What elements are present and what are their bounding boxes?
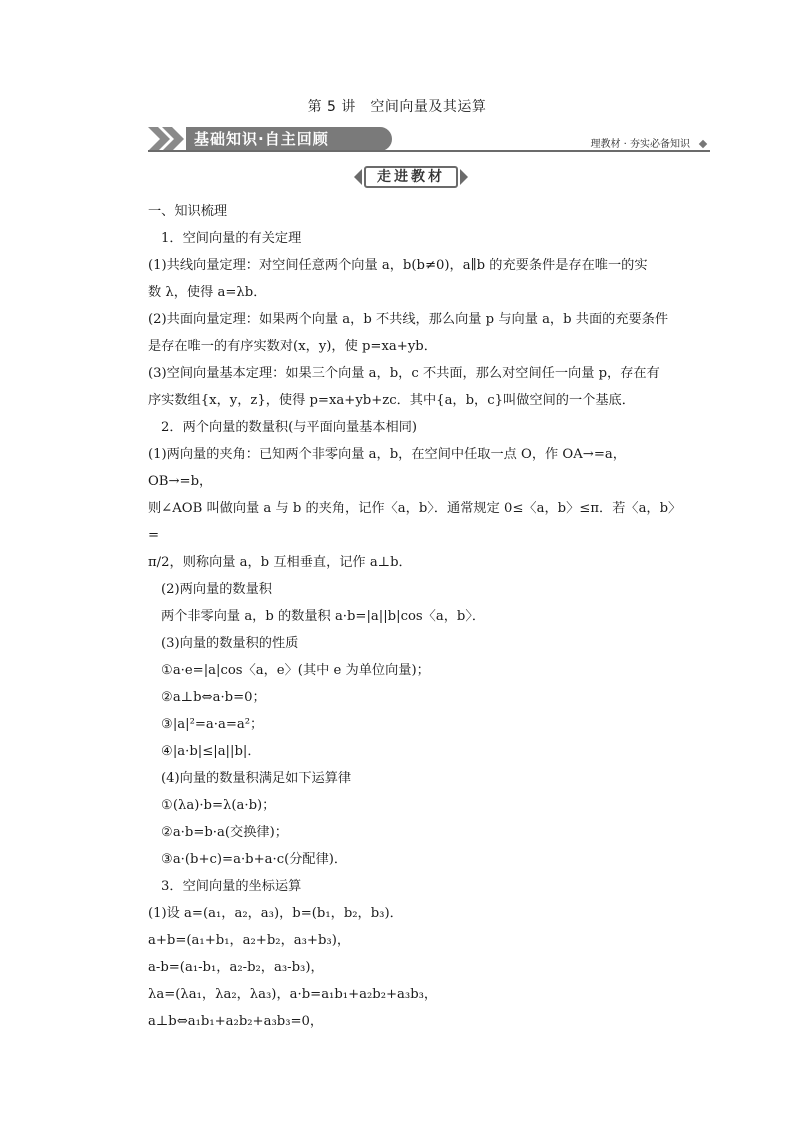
text-line: ②a·b=b·a(交换律)； xyxy=(161,825,288,840)
text-line: (1)设 a=(a₁，a₂，a₃)，b=(b₁，b₂，b₃)． xyxy=(148,906,403,921)
text-line: 则∠AOB 叫做向量 a 与 b 的夹角，记作〈a，b〉．通常规定 0≤〈a，b〉≤π．若〈a，b〉= xyxy=(148,501,675,543)
sub-section-title: 走进教材 xyxy=(364,166,458,188)
banner-subtitle: 理教材 · 夯实必备知识 xyxy=(590,139,690,150)
text-line: a⊥b⇔a₁b₁+a₂b₂+a₃b₃=0， xyxy=(148,1014,324,1029)
text-line: 3．空间向量的坐标运算 xyxy=(161,879,302,894)
page-title: 第 5 讲 空间向量及其运算 xyxy=(307,99,487,115)
text-line: ①a·e=|a|cos〈a，e〉(其中 e 为单位向量)； xyxy=(161,663,430,678)
text-line: 两个非零向量 a，b 的数量积 a·b=|a||b|cos〈a，b〉． xyxy=(161,609,486,624)
text-line: ②a⊥b⇔a·b=0； xyxy=(161,690,266,705)
text-line: 是存在唯一的有序实数对(x，y)，使 p=xa+yb． xyxy=(148,339,437,354)
text-line: ③|a|²=a·a=a²； xyxy=(161,717,264,732)
text-line: ③a·(b+c)=a·b+a·c(分配律)． xyxy=(161,852,348,867)
text-line: 序实数组{x，y，z}，使得 p=xa+yb+zc．其中{a，b，c}叫做空间的一个基底． xyxy=(148,393,635,408)
text-line: (4)向量的数量积满足如下运算律 xyxy=(161,771,352,786)
text-line: a-b=(a₁-b₁，a₂-b₂，a₃-b₃)， xyxy=(148,960,324,975)
sub-section-banner xyxy=(354,166,468,188)
text-line: (1)两向量的夹角：已知两个非零向量 a，b，在空间中任取一点 O，作 OA→=a，OB→=b， xyxy=(148,447,626,489)
banner-underline xyxy=(148,150,710,152)
diamond-icon xyxy=(699,140,707,148)
text-line: ①(λa)·b=λ(a·b)； xyxy=(161,798,276,813)
text-line: 2．两个向量的数量积(与平面向量基本相同) xyxy=(161,420,418,435)
text-line: (3)向量的数量积的性质 xyxy=(161,636,299,651)
document-body xyxy=(148,198,678,1035)
text-line: 一、知识梳理 xyxy=(148,204,228,219)
text-line: a+b=(a₁+b₁，a₂+b₂，a₃+b₃)， xyxy=(148,933,351,948)
text-line: (3)空间向量基本定理：如果三个向量 a，b，c 不共面，那么对空间任一向量 p，存在有 xyxy=(148,366,660,381)
section-banner xyxy=(148,125,710,155)
banner-main-title: 基础知识·自主回顾 xyxy=(186,127,392,151)
left-arrow-icon xyxy=(354,169,362,185)
text-line: 数 λ，使得 a=λb． xyxy=(148,285,267,300)
text-line: (2)共面向量定理：如果两个向量 a，b 不共线，那么向量 p 与向量 a，b 共面的充要条件 xyxy=(148,312,669,327)
text-line: (1)共线向量定理：对空间任意两个向量 a，b(b≠0)，a∥b 的充要条件是存在唯一的实 xyxy=(148,258,648,273)
text-line: π/2，则称向量 a，b 互相垂直，记作 a⊥b． xyxy=(148,555,412,570)
chevron-icon xyxy=(148,127,188,151)
text-line: ④|a·b|≤|a||b|． xyxy=(161,744,261,759)
right-arrow-icon xyxy=(460,169,468,185)
text-line: λa=(λa₁，λa₂，λa₃)，a·b=a₁b₁+a₂b₂+a₃b₃， xyxy=(148,987,438,1002)
text-line: 1．空间向量的有关定理 xyxy=(161,231,302,246)
text-line: (2)两向量的数量积 xyxy=(161,582,272,597)
